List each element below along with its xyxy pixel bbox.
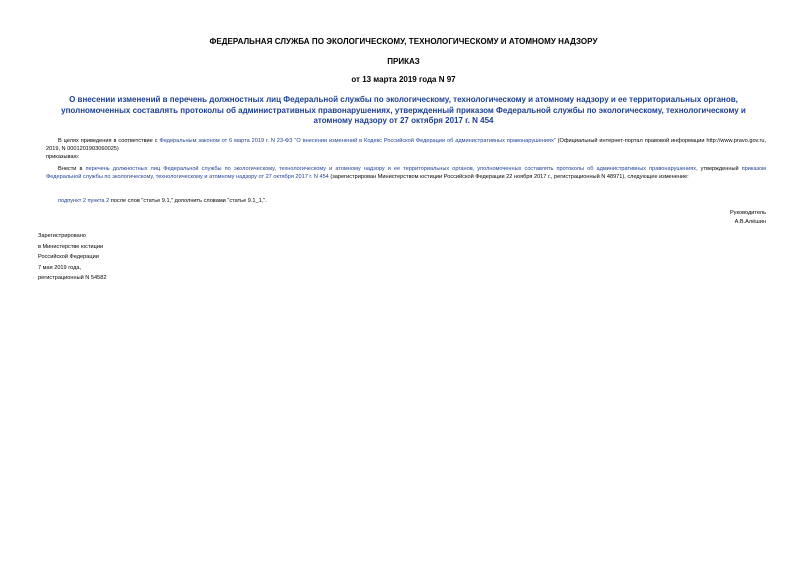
- federal-law-link[interactable]: Федеральным законом от 6 марта 2019 г. N 23-ФЗ "О внесении изменений в Кодекс Российской Федерации об административных правонарушениях": [159, 138, 556, 144]
- intro-prefix: В целях приведения в соответствие с: [58, 138, 160, 144]
- main-mid: , утвержденный: [696, 166, 742, 172]
- order-link[interactable]: приказом Федеральной службы по экологическому, технологическому и атомному надзору от 27 октября 2017 г. N 454: [46, 166, 767, 180]
- main-suffix: (зарегистрирован Министерством юстиции Российской Федерации 22 ноября 2017 г., регистрационный N 48971), следующее изменение:: [328, 173, 689, 180]
- list-link[interactable]: перечень должностных лиц Федеральной службы по экологическому, технологическому и атомному надзору и ее территориальных органов, уполномоченных составлять протоколы об административных правонарушениях: [85, 166, 697, 172]
- document-type: ПРИКАЗ: [387, 57, 420, 66]
- registration-block: [38, 231, 106, 284]
- registration-line: 7 мая 2019 года,: [38, 264, 82, 271]
- registration-line: Зарегистрировано: [38, 233, 86, 239]
- registration-line: Российской Федерации: [38, 254, 99, 260]
- point-link[interactable]: пункта 2: [87, 198, 110, 204]
- title-link[interactable]: перечень должностных лиц Федеральной службы по экологическому, технологическому и атомному надзору и ее территориальных органов, уполномоченных составлять протоколы об административных правонарушениях, утвержденный приказом Федеральной службы по экологическому, технологическому и атомному надзору от 27 октября 2017 г. N 454: [61, 95, 746, 126]
- signature-role: Руководитель: [729, 210, 766, 216]
- document-title: [55, 95, 752, 127]
- title-prefix: О внесении изменений в: [69, 95, 170, 104]
- registration-line: в Министерстве юстиции: [38, 243, 104, 250]
- change-suffix: после слов "статье 9.1," дополнить словами "статье 9.1_1,".: [109, 198, 267, 204]
- agency-heading: ФЕДЕРАЛЬНАЯ СЛУЖБА ПО ЭКОЛОГИЧЕСКОМУ, ТЕХНОЛОГИЧЕСКОМУ И АТОМНОМУ НАДЗОРУ: [209, 37, 598, 46]
- intro-paragraph: [46, 138, 766, 153]
- document-date-number: от 13 марта 2019 года N 97: [351, 75, 456, 84]
- main-prefix: Внести в: [58, 166, 86, 172]
- registration-line: регистрационный N 54582: [38, 275, 107, 281]
- signature-name: А.В.Алёшин: [734, 219, 766, 225]
- main-paragraph: [46, 166, 766, 181]
- order-word: приказываю:: [46, 154, 80, 160]
- change-paragraph: [58, 198, 766, 206]
- subpoint-link[interactable]: подпункт 2: [58, 198, 86, 204]
- intro-suffix: (Официальный интернет-портал правовой информации http://www.pravo.gov.ru, 2019, N 0001201903060025): [46, 138, 767, 152]
